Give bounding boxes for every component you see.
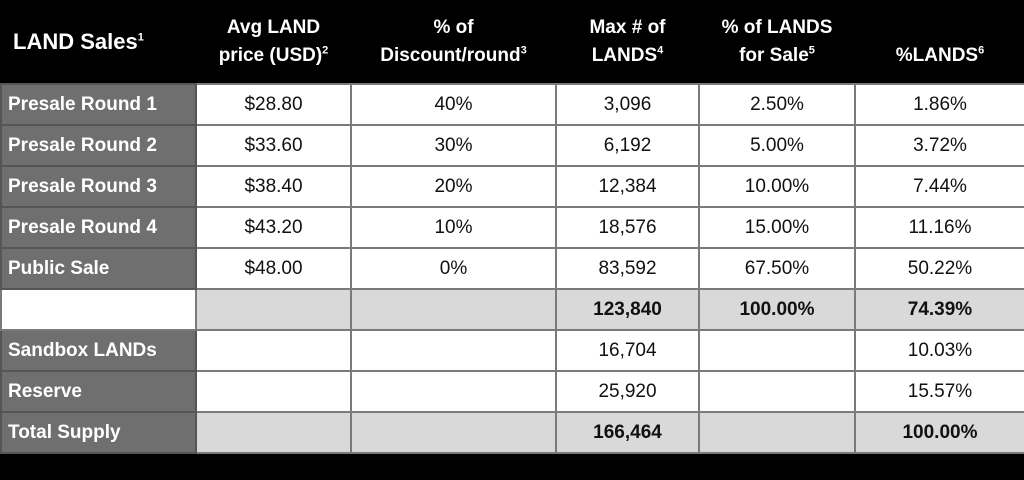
cell-pct-lands: 100.00% (855, 412, 1024, 453)
cell-max: 166,464 (556, 412, 699, 453)
cell-pct-sale: 67.50% (699, 248, 855, 289)
row-label: Presale Round 4 (1, 207, 196, 248)
cell-discount (351, 330, 556, 371)
cell-price: $28.80 (196, 84, 351, 125)
row-label: Presale Round 3 (1, 166, 196, 207)
cell-pct-sale: 100.00% (699, 289, 855, 330)
cell-price: $48.00 (196, 248, 351, 289)
cell-pct-lands: 15.57% (855, 371, 1024, 412)
table-row (1, 207, 1024, 248)
cell-pct-lands: 50.22% (855, 248, 1024, 289)
cell-pct-lands: 1.86% (855, 84, 1024, 125)
cell-pct-sale: 5.00% (699, 125, 855, 166)
row-label: Public Sale (1, 248, 196, 289)
table-row (1, 84, 1024, 125)
header-avg-price: Avg LAND price (USD)$^2$ (196, 0, 351, 84)
header-discount: % of Discount/round$^3$ (351, 0, 556, 84)
cell-discount: 20% (351, 166, 556, 207)
cell-discount: 30% (351, 125, 556, 166)
cell-max: 6,192 (556, 125, 699, 166)
cell-discount (351, 412, 556, 453)
cell-discount: 0% (351, 248, 556, 289)
header-row (1, 0, 1024, 84)
cell-discount (351, 371, 556, 412)
cell-pct-lands: 74.39% (855, 289, 1024, 330)
subtotal-label (1, 289, 196, 330)
cell-discount (351, 289, 556, 330)
row-label: Presale Round 2 (1, 125, 196, 166)
cell-max: 12,384 (556, 166, 699, 207)
cell-max: 83,592 (556, 248, 699, 289)
cell-max: 123,840 (556, 289, 699, 330)
cell-max: 16,704 (556, 330, 699, 371)
header-pct-for-sale: % of LANDS for Sale$^5$ (699, 0, 855, 84)
cell-price (196, 412, 351, 453)
cell-discount: 10% (351, 207, 556, 248)
table-row (1, 248, 1024, 289)
cell-pct-sale: 10.00% (699, 166, 855, 207)
table-row (1, 125, 1024, 166)
row-label: Sandbox LANDs (1, 330, 196, 371)
cell-discount: 40% (351, 84, 556, 125)
cell-price: $38.40 (196, 166, 351, 207)
cell-pct-sale (699, 371, 855, 412)
cell-price: $43.20 (196, 207, 351, 248)
cell-pct-lands: 7.44% (855, 166, 1024, 207)
cell-max: 18,576 (556, 207, 699, 248)
header-max-lands: Max # of LANDS$^4$ (556, 0, 699, 84)
cell-price: $33.60 (196, 125, 351, 166)
cell-pct-sale: 15.00% (699, 207, 855, 248)
row-label: Presale Round 1 (1, 84, 196, 125)
cell-pct-lands: 11.16% (855, 207, 1024, 248)
cell-price (196, 371, 351, 412)
cell-pct-sale (699, 330, 855, 371)
cell-max: 3,096 (556, 84, 699, 125)
total-label: Total Supply (1, 412, 196, 453)
cell-pct-lands: 3.72% (855, 125, 1024, 166)
cell-price (196, 330, 351, 371)
row-label: Reserve (1, 371, 196, 412)
cell-pct-sale: 2.50% (699, 84, 855, 125)
cell-max: 25,920 (556, 371, 699, 412)
cell-pct-sale (699, 412, 855, 453)
subtotal-row (1, 289, 1024, 330)
total-row (1, 412, 1024, 453)
cell-price (196, 289, 351, 330)
header-land-sales: LAND Sales$^1$ (1, 0, 196, 84)
header-pct-lands: %LANDS$^6$ (855, 0, 1024, 84)
cell-pct-lands: 10.03% (855, 330, 1024, 371)
table-row (1, 330, 1024, 371)
table-row (1, 371, 1024, 412)
table-row (1, 166, 1024, 207)
